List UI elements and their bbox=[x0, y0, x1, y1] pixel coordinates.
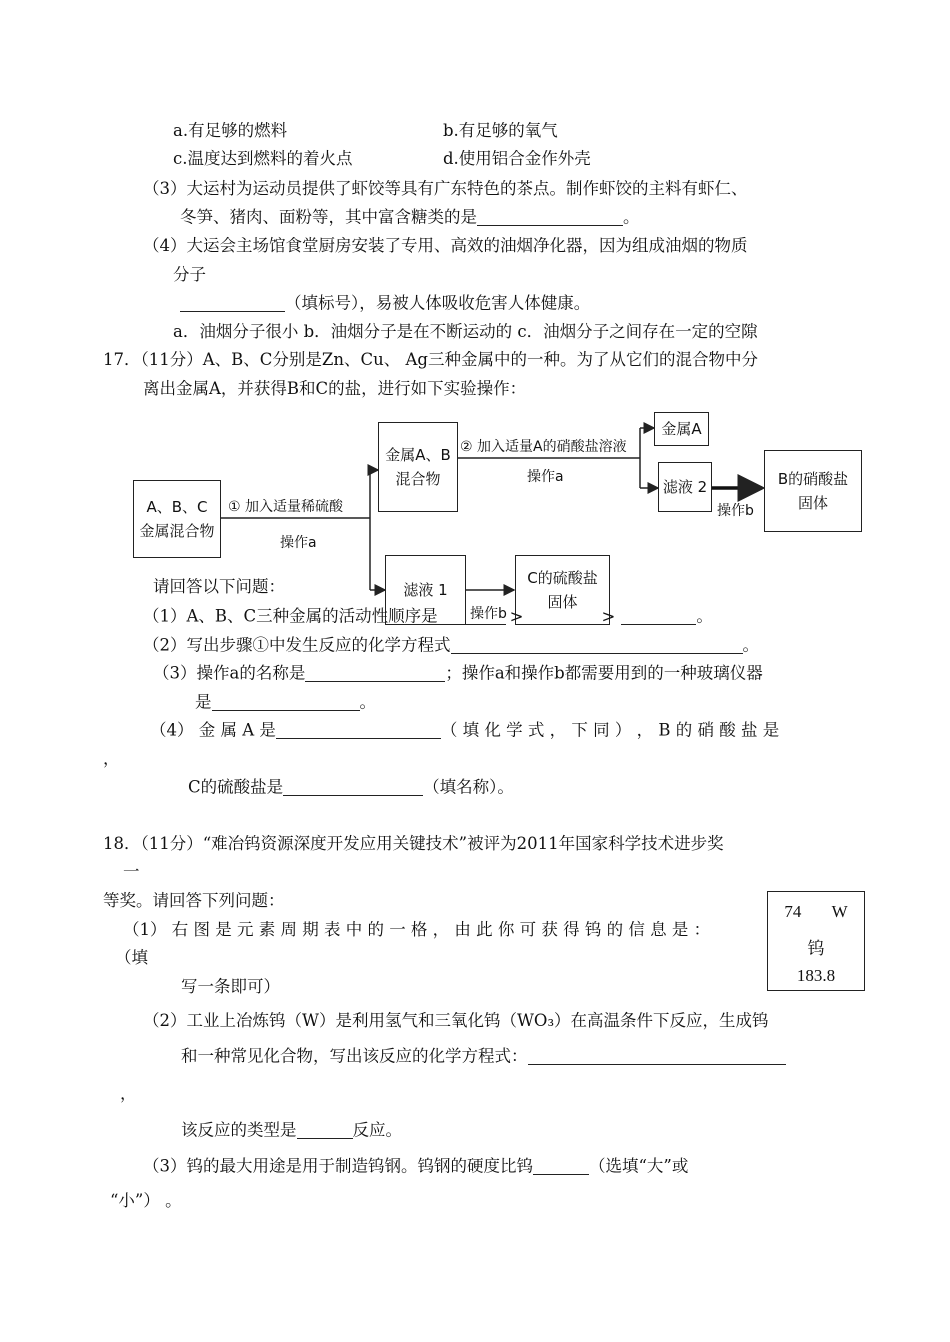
option-b: b.有足够的氧气 bbox=[443, 121, 558, 140]
filtrate2-box: 滤液 2 bbox=[658, 462, 712, 512]
step2-label: ② 加入适量A的硝酸盐溶液 bbox=[460, 439, 627, 455]
q17-intro-line1: 17．（11分）A、B、C分别是Zn、Cu、 Ag三种金属中的一种。为了从它们的混合物中分 bbox=[103, 350, 758, 369]
answer-blank[interactable] bbox=[276, 722, 441, 739]
q18-part1-line2: 写一条即可） bbox=[181, 977, 280, 996]
q17-part2: （2）写出步骤①中发生反应的化学方程式 。 bbox=[143, 635, 759, 655]
questions-prompt: 请回答以下问题： bbox=[153, 577, 285, 596]
c-sulfate-box: C的硫酸盐 固体 bbox=[515, 555, 610, 625]
element-name: 钨 bbox=[807, 939, 825, 958]
answer-blank[interactable] bbox=[283, 779, 423, 796]
operation-a-label: 操作a bbox=[527, 469, 564, 485]
q16-part3-line1: （3）大运村为运动员提供了虾饺等具有广东特色的茶点。制作虾饺的主料有虾仁、 bbox=[143, 179, 748, 198]
mixture-box: A、B、C 金属混合物 bbox=[133, 480, 221, 558]
q18-part1-fill: （填 bbox=[115, 948, 148, 967]
answer-blank[interactable] bbox=[621, 608, 696, 625]
element-cell-tungsten bbox=[767, 891, 865, 991]
q16-part4-options: a．油烟分子很小 b．油烟分子是在不断运动的 c．油烟分子之间存在一定的空隙 bbox=[173, 322, 758, 341]
q17-intro-line2: 离出金属A，并获得B和C的盐，进行如下实验操作： bbox=[143, 379, 527, 398]
answer-blank[interactable] bbox=[305, 665, 445, 682]
q18-part2-line1: （2）工业上冶炼钨（W）是利用氢气和三氧化钨（WO₃）在高温条件下反应，生成钨 bbox=[143, 1011, 769, 1030]
q16-part3-line2: 冬笋、猪肉、面粉等，其中富含糖类的是 。 bbox=[180, 207, 640, 227]
q17-part1: （1）A、B、C三种金属的活动性顺序是 > > 。 bbox=[143, 606, 713, 626]
answer-blank[interactable] bbox=[451, 637, 743, 654]
q18-part1-line1: （1） 右 图 是 元 素 周 期 表 中 的 一 格 ， 由 此 你 可 获 得 钨 的 信 息 是 ： bbox=[123, 920, 711, 939]
option-a: a.有足够的燃料 bbox=[173, 121, 288, 140]
filtrate1-box: 滤液 1 bbox=[385, 555, 466, 625]
answer-blank[interactable] bbox=[528, 1048, 786, 1065]
element-symbol: W bbox=[831, 902, 848, 921]
operation-b-label: 操作b bbox=[717, 503, 754, 519]
q16-part4-line1: （4）大运会主场馆食堂厨房安装了专用、高效的油烟净化器，因为组成油烟的物质 bbox=[143, 236, 748, 255]
q17-part3-line2: 是 。 bbox=[195, 692, 376, 712]
metal-a-box: 金属A bbox=[654, 412, 709, 446]
comma: ， bbox=[120, 1084, 137, 1103]
q17-part4-line2: C的硫酸盐是 （填名称）。 bbox=[188, 777, 514, 797]
q18-part2-line3: 该反应的类型是 反应。 bbox=[181, 1120, 402, 1140]
q18-part3-line2: “小”） 。 bbox=[110, 1191, 182, 1210]
operation-a-label: 操作a bbox=[280, 535, 317, 551]
answer-blank[interactable] bbox=[438, 608, 506, 625]
q18-part2-line2: 和一种常见化合物，写出该反应的化学方程式： bbox=[181, 1048, 786, 1065]
q18-intro-yi: 一 bbox=[123, 862, 140, 881]
answer-blank[interactable] bbox=[533, 1158, 589, 1175]
atomic-number: 74 bbox=[784, 902, 802, 921]
q16-part4-line2: 分子 bbox=[173, 265, 206, 284]
operation-b-label: 操作b bbox=[470, 603, 507, 623]
atomic-mass: 183.8 bbox=[796, 966, 836, 985]
answer-blank[interactable] bbox=[528, 608, 596, 625]
q17-part4-line1: （4） 金 属 A 是 （ 填 化 学 式 ， 下 同 ） ， B 的 硝 酸 盐 是 bbox=[150, 720, 780, 740]
q18-intro-line2: 等奖。请回答下列问题： bbox=[103, 891, 285, 910]
option-d: d.使用铝合金作外壳 bbox=[443, 149, 591, 168]
answer-blank[interactable] bbox=[212, 694, 360, 711]
option-c: c.温度达到燃料的着火点 bbox=[173, 149, 353, 168]
step1-label: ① 加入适量稀硫酸 bbox=[228, 499, 344, 515]
q17-part3-line1: （3）操作a的名称是 ；操作a和操作b都需要用到的一种玻璃仪器 bbox=[153, 663, 763, 683]
q18-part3-line1: （3）钨的最大用途是用于制造钨钢。钨钢的硬度比钨 （选填“大”或 bbox=[143, 1156, 689, 1176]
metal-ab-box: 金属A、B 混合物 bbox=[378, 422, 458, 512]
q16-part4-line3: （填标号），易被人体吸收危害人体健康。 bbox=[180, 295, 590, 312]
comma: ， bbox=[103, 749, 120, 768]
answer-blank[interactable] bbox=[297, 1122, 353, 1139]
q18-intro-line1: 18．（11分）“难冶钨资源深度开发应用关键技术”被评为2011年国家科学技术进步奖 bbox=[103, 834, 724, 853]
b-nitrate-box: B的硝酸盐 固体 bbox=[764, 450, 862, 532]
